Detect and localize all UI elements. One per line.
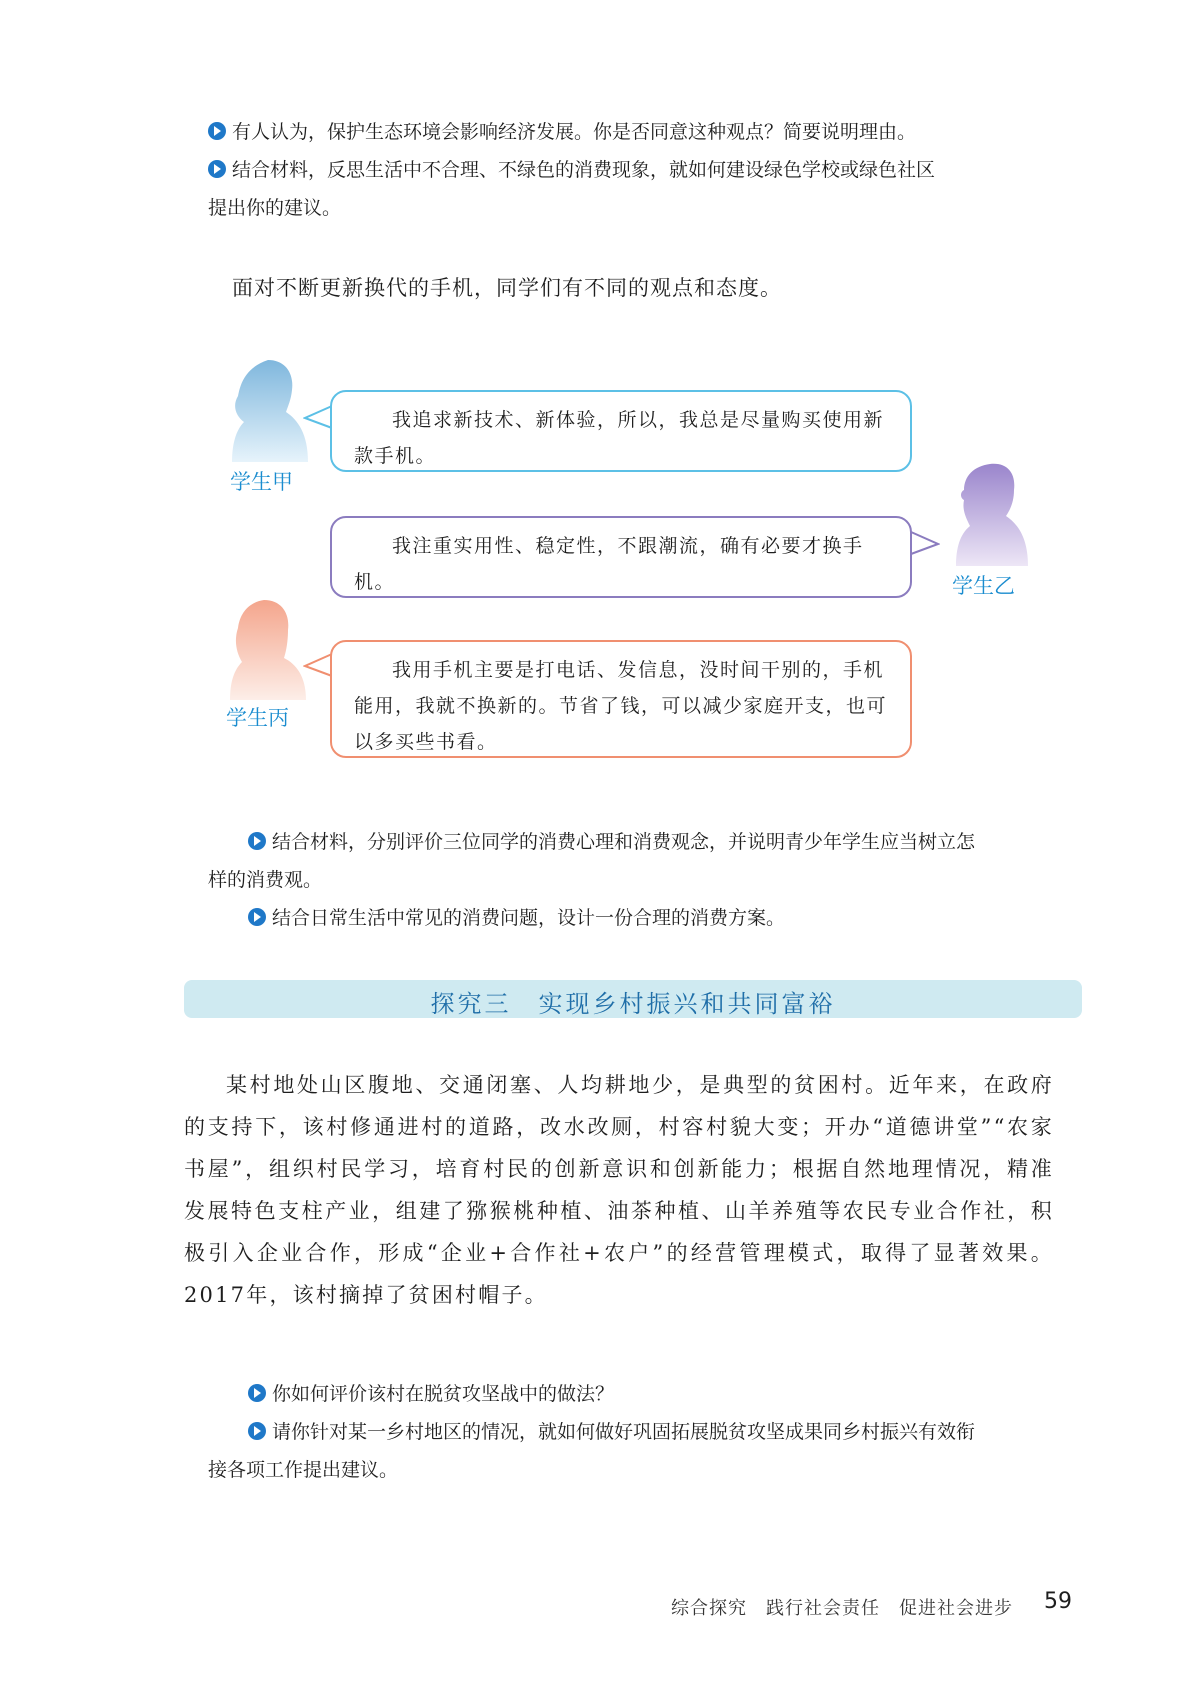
speech-bubble-a: 我追求新技术、新体验，所以，我总是尽量购买使用新款手机。 (330, 390, 912, 472)
question-2-cont: 提出你的建议。 (208, 197, 342, 219)
student-c-label: 学生丙 (226, 706, 289, 730)
question-6: 请你针对某一乡村地区的情况，就如何做好巩固拓展脱贫攻坚成果同乡村振兴有效衔 (248, 1414, 1068, 1450)
arrow-bullet-icon (248, 832, 266, 850)
question-2: 结合材料，反思生活中不合理、不绿色的消费现象，就如何建设绿色学校或绿色社区 (208, 152, 1028, 188)
arrow-bullet-icon (248, 908, 266, 926)
footer-running-title: 综合探究 践行社会责任 促进社会进步 (671, 1598, 1013, 1619)
bubble-tail-a (303, 404, 333, 430)
bubble-tail-b (910, 530, 940, 556)
speech-bubble-b: 我注重实用性、稳定性，不跟潮流，确有必要才换手机。 (330, 516, 912, 598)
page-number: 59 (1044, 1589, 1072, 1614)
question-4: 结合日常生活中常见的消费问题，设计一份合理的消费方案。 (248, 900, 1068, 936)
speech-bubble-c: 我用手机主要是打电话、发信息，没时间干别的，手机能用，我就不换新的。节省了钱，可以减少家庭开支，也可以多买些书看。 (330, 640, 912, 758)
question-5: 你如何评价该村在脱贫攻坚战中的做法？ (248, 1376, 1068, 1412)
section-title: 探究三 实现乡村振兴和共同富裕 (430, 990, 836, 1018)
student-b-silhouette-icon (950, 458, 1032, 566)
question-3: 结合材料，分别评价三位同学的消费心理和消费观念，并说明青少年学生应当树立怎 (248, 824, 1068, 860)
arrow-bullet-icon (208, 122, 226, 140)
case-passage: 某村地处山区腹地、交通闭塞、人均耕地少，是典型的贫困村。近年来，在政府的支持下，该村修通进村的道路，改水改厕，村容村貌大变；开办“道德讲堂”“农家书屋”，组织村民学习，培育村民的创新意识和创新能力；根据自然地理情况，精准发展特色支柱产业，组建了猕猴桃种植、油茶种植、山羊养殖等农民专业合作社，积极引入企业合作，形成“企业+合作社+农户”的经营管理模式，取得了显著效果。2017年，该村摘掉了贫困村帽子。 (184, 1073, 1054, 1307)
arrow-bullet-icon (208, 160, 226, 178)
question-3-cont: 样的消费观。 (208, 869, 323, 891)
student-a-label: 学生甲 (230, 470, 293, 494)
arrow-bullet-icon (248, 1384, 266, 1402)
arrow-bullet-icon (248, 1422, 266, 1440)
section-banner (184, 980, 1082, 1018)
student-c-silhouette-icon (226, 596, 308, 700)
student-a-silhouette-icon (228, 356, 310, 462)
question-1: 有人认为，保护生态环境会影响经济发展。你是否同意这种观点？简要说明理由。 (208, 114, 1028, 150)
student-b-label: 学生乙 (952, 574, 1015, 598)
intro-text: 面对不断更新换代的手机，同学们有不同的观点和态度。 (232, 276, 782, 300)
bubble-tail-c (303, 652, 333, 678)
question-6-cont: 接各项工作提出建议。 (208, 1459, 399, 1481)
